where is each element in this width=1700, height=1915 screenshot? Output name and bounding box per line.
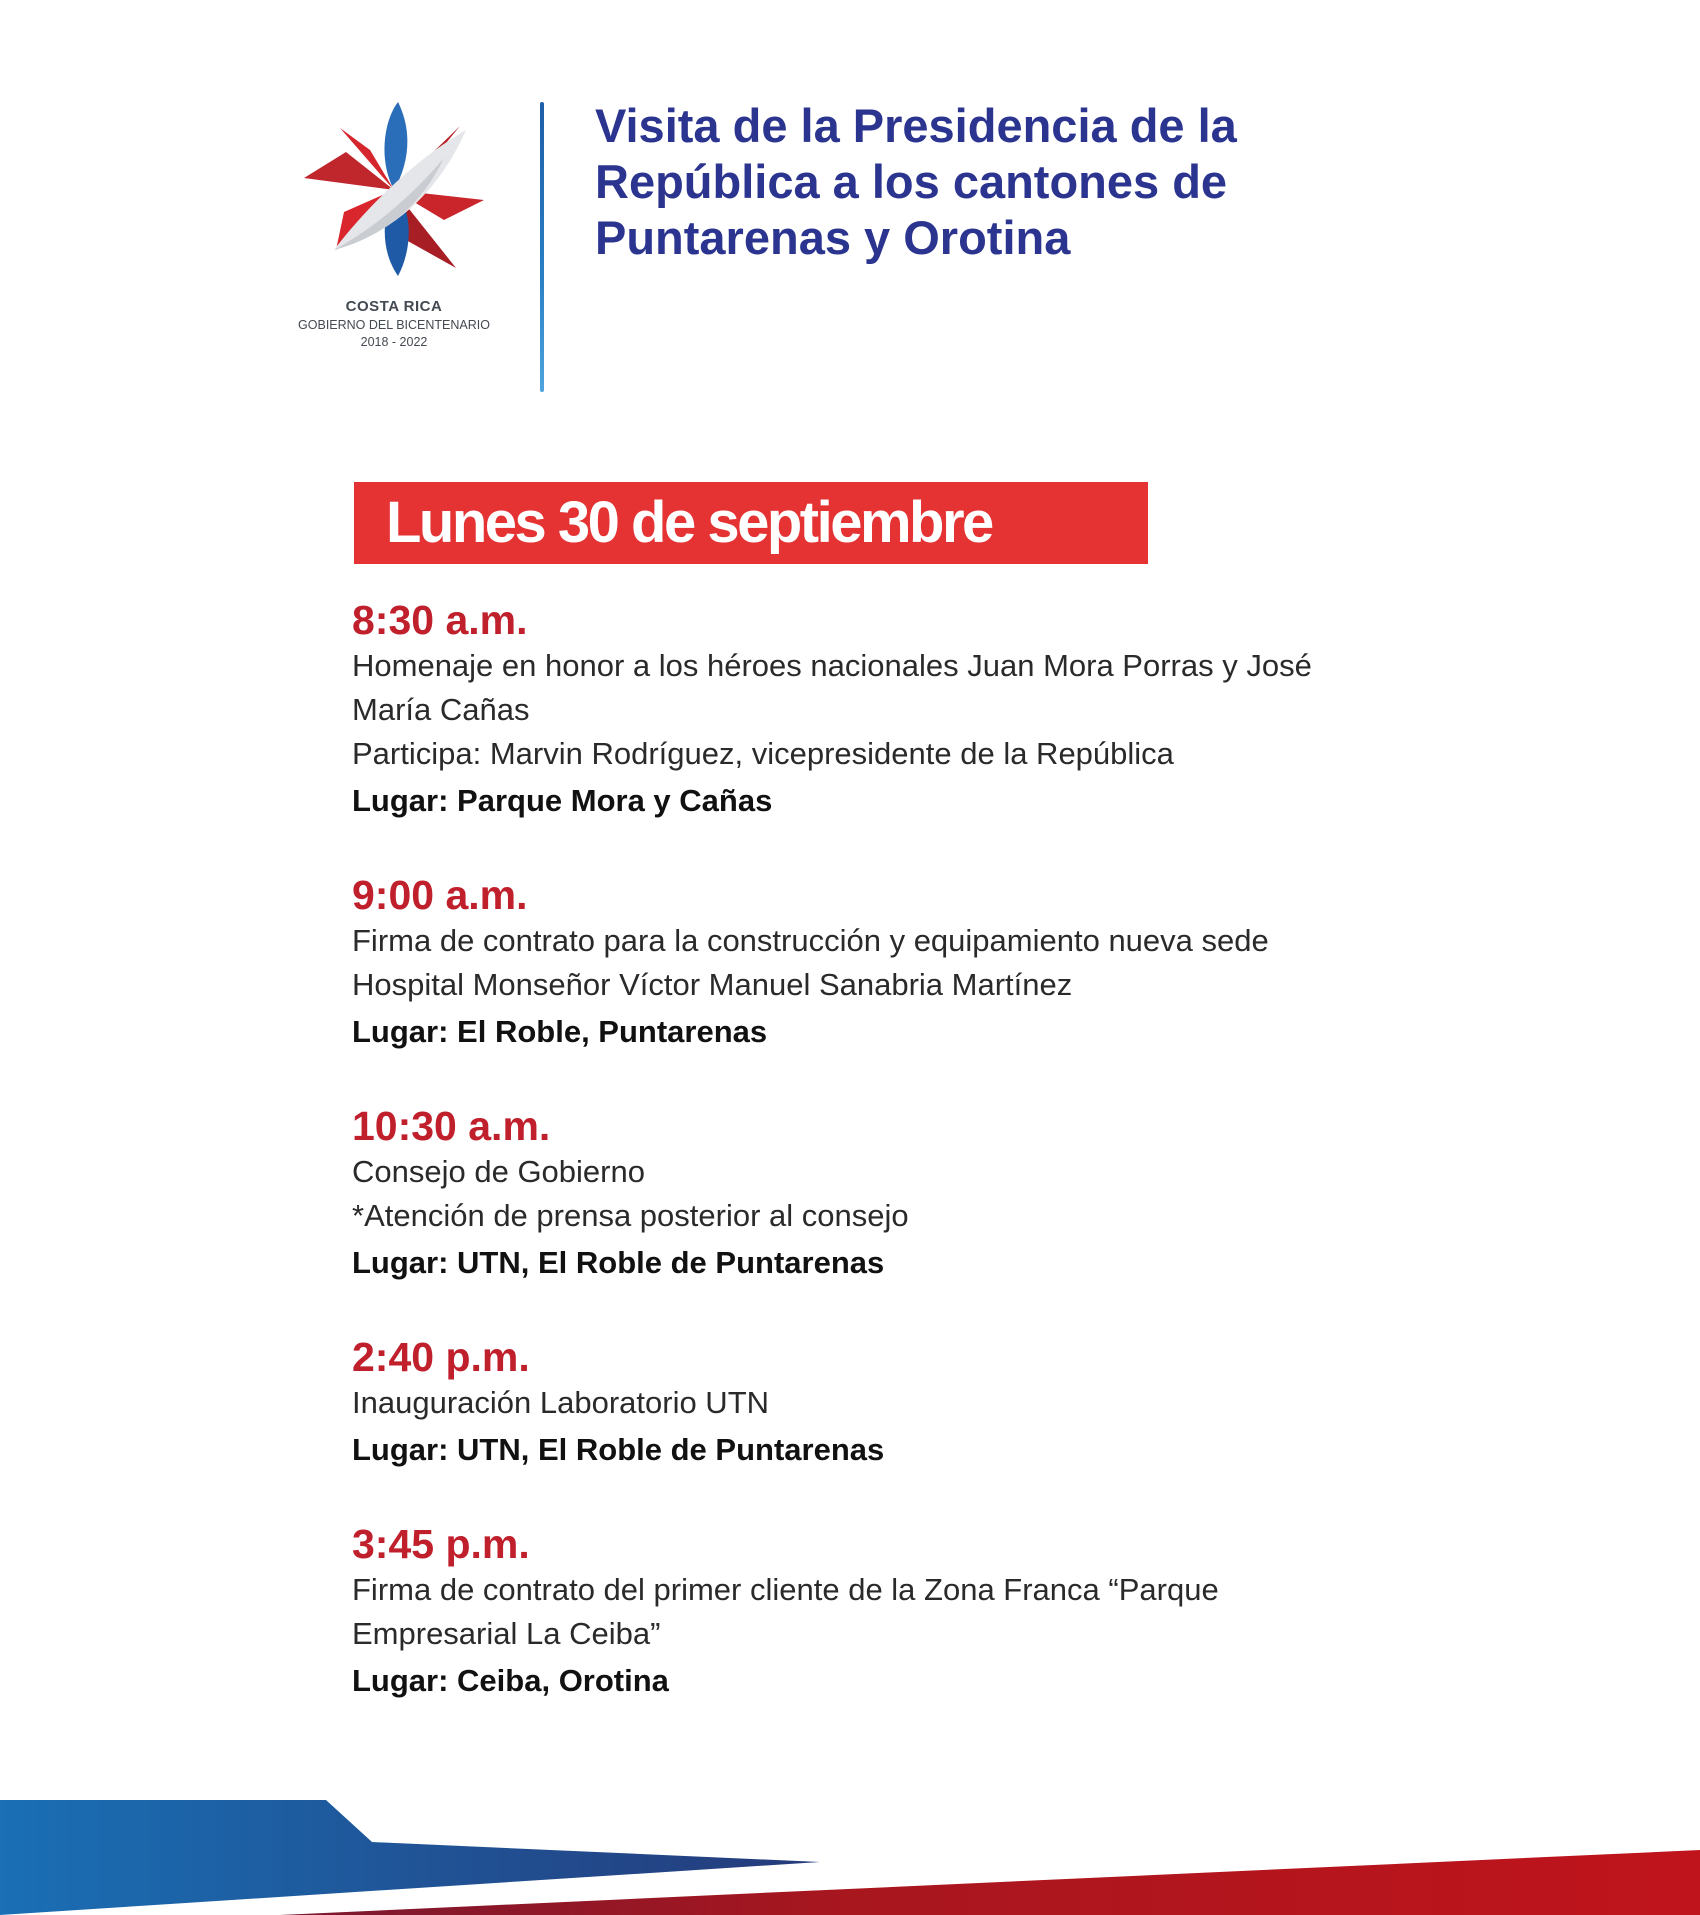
event-time: 8:30 a.m. <box>352 597 528 643</box>
header-divider <box>540 102 544 392</box>
date-banner: Lunes 30 de septiembre <box>354 482 1148 564</box>
header <box>0 0 1700 400</box>
event-description: Empresarial La Ceiba” <box>352 1616 661 1651</box>
bicentennial-star-logo-icon <box>294 100 494 280</box>
event-location: Lugar: Ceiba, Orotina <box>352 1663 669 1698</box>
event-item <box>352 871 1532 1054</box>
logo-years: 2018 - 2022 <box>360 335 428 349</box>
event-location: Lugar: El Roble, Puntarenas <box>352 1014 768 1049</box>
event-item <box>352 596 1532 823</box>
event-item <box>352 1333 1532 1472</box>
event-item <box>352 1520 1532 1703</box>
event-item <box>352 1102 1532 1285</box>
event-location: Lugar: UTN, El Roble de Puntarenas <box>352 1432 885 1467</box>
event-description: Hospital Monseñor Víctor Manuel Sanabria Martínez <box>352 967 1073 1002</box>
event-time: 3:45 p.m. <box>352 1521 530 1567</box>
event-location: Lugar: UTN, El Roble de Puntarenas <box>352 1245 885 1280</box>
logo-government: GOBIERNO DEL BICENTENARIO <box>298 318 490 332</box>
event-list <box>352 596 1532 1751</box>
footer-decoration <box>0 1800 1700 1915</box>
event-description: Firma de contrato para la construcción y equipamiento nueva sede <box>352 923 1269 958</box>
event-description: María Cañas <box>352 692 530 727</box>
government-logo <box>284 100 504 360</box>
event-time: 9:00 a.m. <box>352 872 528 918</box>
event-description: Consejo de Gobierno <box>352 1154 645 1189</box>
event-time: 2:40 p.m. <box>352 1334 530 1380</box>
event-location: Lugar: Parque Mora y Cañas <box>352 783 773 818</box>
title-line: Puntarenas y Orotina <box>595 211 1071 264</box>
event-note: *Atención de prensa posterior al consejo <box>352 1198 909 1233</box>
event-participant: Participa: Marvin Rodríguez, vicepresidente de la República <box>352 736 1174 771</box>
title-line: Visita de la Presidencia de la <box>595 99 1237 152</box>
logo-country: COSTA RICA <box>345 298 443 315</box>
event-description: Inauguración Laboratorio UTN <box>352 1385 770 1420</box>
event-time: 10:30 a.m. <box>352 1103 551 1149</box>
event-description: Firma de contrato del primer cliente de la Zona Franca “Parque <box>352 1572 1219 1607</box>
title-line: República a los cantones de <box>595 155 1228 208</box>
event-description: Homenaje en honor a los héroes nacionales Juan Mora Porras y José <box>352 648 1312 683</box>
page-title <box>595 98 1455 266</box>
